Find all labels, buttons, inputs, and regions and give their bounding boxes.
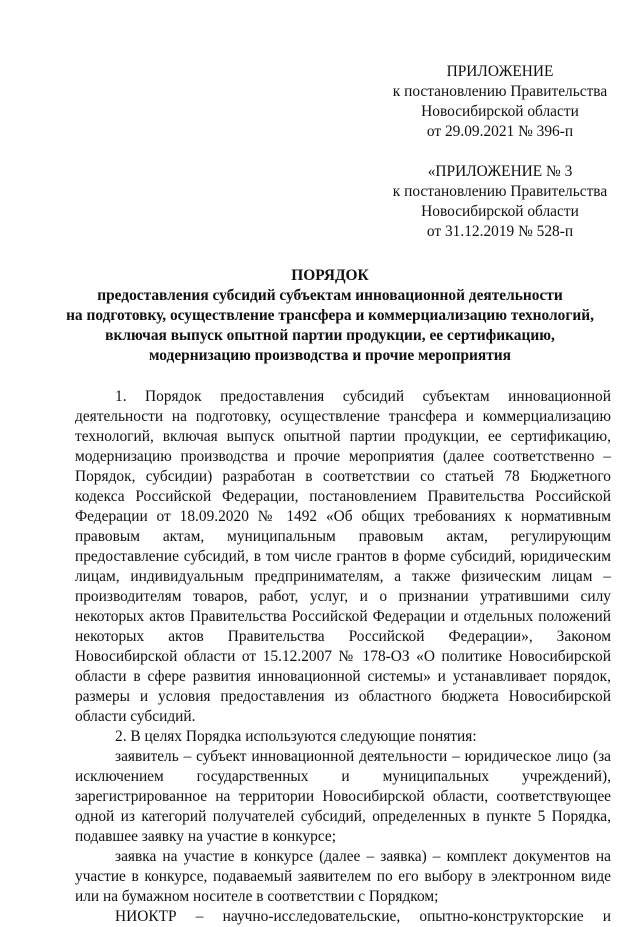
- appendix-previous-heading: «ПРИЛОЖЕНИЕ № 3: [427, 163, 573, 180]
- appendix-current-heading: ПРИЛОЖЕНИЕ: [446, 63, 554, 80]
- appendix-current-line-2: Новосибирской области: [421, 103, 579, 120]
- appendix-previous-line-1: к постановлению Правительства: [392, 183, 608, 200]
- appendix-current-line-3: от 29.09.2021 № 396-п: [426, 123, 574, 140]
- paragraph-applicant-definition: заявитель – субъект инновационной деятельности – юридическое лицо (за исключением государственных и муниципальных учреждений), зарегистрированное на территории Новосибирской области, соответствующее одной из категорий получателей субсидий, определенных в пункте 5 Порядка, подавшее заявку на участие в конкурсе;: [75, 748, 611, 845]
- document-title: [40, 266, 620, 366]
- paragraph-application-definition: заявка на участие в конкурсе (далее – заявка) – комплект документов на участие в конкурсе, подаваемый заявителем по его выбору в электронном виде или на бумажном носителе в соответствии с Порядком;: [75, 848, 611, 905]
- title-line-2: на подготовку, осуществление трансфера и коммерциализацию технологий,: [66, 307, 594, 324]
- appendix-previous-line-2: Новосибирской области: [421, 203, 579, 220]
- title-line-1: предоставления субсидий субъектам инновационной деятельности: [97, 287, 563, 304]
- paragraph-1: 1. Порядок предоставления субсидий субъектам инновационной деятельности на подготовку, осуществление трансфера и коммерциализацию технологий, включая выпуск опытной партии продукции, ее сертификацию, модернизацию производства и прочие мероприятия (далее соответственно – Порядок, субсидии) разработан в соответствии со статьей 78 Бюджетного кодекса Российской Федерации, постановлением Правительства Российской Федерации от 18.09.2020 № 1492 «Об общих требованиях к нормативным правовым актам, муниципальным правовым актам, регулирующим предоставление субсидий, в том числе грантов в форме субсидий, юридическим лицам, индивидуальным предпринимателям, а также физическим лицам – производителям товаров, работ, услуг, и о признании утратившими силу некоторых актов Правительства Российской Федерации и отдельных положений некоторых актов Правительства Российской Федерации», Законом Новосибирской области от 15.12.2007 № 178-ОЗ «О политике Новосибирской области в сфере развития инновационной системы» и устанавливает порядок, размеры и условия предоставления из областного бюджета Новосибирской области субсидий.: [75, 388, 611, 725]
- appendix-previous-line-3: от 31.12.2019 № 528-п: [426, 223, 574, 240]
- document-body: [75, 387, 611, 927]
- paragraph-2: 2. В целях Порядка используются следующие понятия:: [115, 728, 477, 745]
- title-line-4: модернизацию производства и прочие мероприятия: [149, 347, 511, 364]
- appendix-current-block: [375, 62, 625, 142]
- appendix-previous-block: [375, 162, 625, 242]
- appendix-current-line-1: к постановлению Правительства: [392, 83, 608, 100]
- title-line-3: включая выпуск опытной партии продукции, ее сертификацию,: [105, 327, 555, 344]
- title-heading: ПОРЯДОК: [291, 267, 369, 284]
- paragraph-nioktr-definition: НИОКТР – научно-исследовательские, опытно-конструкторские и: [115, 908, 611, 925]
